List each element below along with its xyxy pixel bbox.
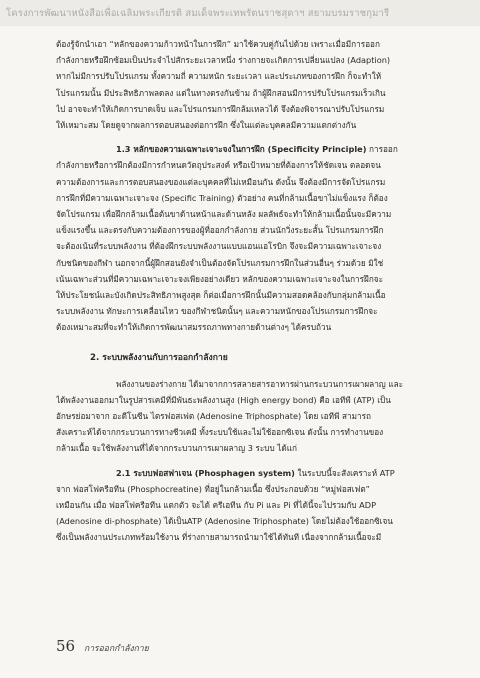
paragraph-progression: [56, 36, 432, 133]
text-line: อักษรย่อมาจาก อะดีโนซีน ไตรฟอสเฟต (Adenosine Triphosphate) โดย เอทีพี สามารถ: [56, 411, 371, 422]
text-line: จะต้องเน้นที่ระบบพลังงาน ที่ต้องฝึกระบบพลังงานแบบแอนแอโรบิก จึงจะมีความเฉพาะเจาะจง: [56, 241, 382, 252]
section-first-line: [56, 141, 432, 157]
text-line: กล้ามเนื้อ จะใช้พลังงานที่ได้จากกระบวนการเผาผลาญ 3 ระบบ ได้แก่: [56, 443, 297, 454]
section-heading: 2.1 ระบบฟอสฟาเจน (Phosphagen system): [116, 467, 295, 478]
heading-tail: ในระบบนี้จะสังเคราะห์ ATP: [294, 467, 395, 478]
heading-tail: การออก: [366, 144, 398, 155]
text-line: ต้องรู้จักนำเอา “หลักของความก้าวหน้าในการฝึก” มาใช้ควบคู่กันไปด้วย เพราะเมื่อมีการออก: [56, 39, 380, 49]
text-line: ได้พลังงานออกมาในรูปสารเคมีที่มีพันธะพลังงานสูง (High energy bond) คือ เอทีพี (ATP) เป็น: [56, 394, 391, 405]
page-footer: [56, 637, 356, 657]
text-line: ซึ่งเป็นพลังงานประเภทพร้อมใช้งาน ที่ร่างกายสามารถนำมาใช้ได้ทันที เนื่องจากกล้ามเนื้อจะมี: [56, 532, 382, 543]
text-line: ต้องเหมาะสมที่จะทำให้เกิดการพัฒนาสมรรถภาพทางกายด้านต่างๆ ได้ครบถ้วน: [56, 322, 332, 333]
text-line: กับชนิดของกีฬา นอกจากนี้ผู้ฝึกสอนยังจำเป็นต้องจัดโปรแกรมการฝึกในส่วนอื่นๆ ร่วมด้วย มิใช่: [56, 257, 384, 268]
text-line: พลังงานของร่างกาย ได้มาจากการสลายสารอาหารผ่านกระบวนการเผาผลาญ และ: [116, 378, 404, 389]
text-line: การฝึกที่มีความเฉพาะเจาะจง (Specific Training) ตัวอย่าง คนที่กล้ามเนื้อขาไม่แข็งแรง ก็ต้อง: [56, 192, 388, 203]
section-phosphagen: [56, 465, 432, 546]
series-title: โครงการพัฒนาหนังสือเพื่อเฉลิมพระเกียรติ สมเด็จพระเทพรัตนราชสุดาฯ สยามบรมราชกุมารี: [6, 8, 390, 19]
paragraph-energy-systems: [56, 376, 432, 457]
text-line: ไป อาจจะทำให้เกิดการบาดเจ็บ และโปรแกรมการฝึกล้มเหลวได้ จึงต้องพิจารณาปรับโปรแกรม: [56, 103, 385, 114]
section-heading: 1.3 หลักของความเฉพาะเจาะจงในการฝึก (Specificity Principle): [116, 144, 367, 155]
text-line: (Adenosine di-phosphate) ได้เป็นATP (Adenosine Triphosphate) โดยไม่ต้องใช้ออกซิเจน: [56, 516, 393, 527]
text-line: แข็งแรงขึ้น และตรงกับความต้องการของผู้ที่ออกกำลังกาย ส่วนนักวิ่งระยะสั้น โปรแกรมการฝึก: [56, 225, 384, 236]
page-number: 56: [56, 637, 76, 655]
book-title: การออกกำลังกาย: [84, 644, 149, 654]
running-header: [0, 0, 480, 26]
text-line: กำลังกายหรือการฝึกต้องมีการกำหนดวัตถุประสงค์ หรือเป้าหมายที่ต้องการให้ชัดเจน ตลอดจน: [56, 160, 381, 171]
text-line: ระบบพลังงาน ทักษะการเคลื่อนไหว ของกีฬาชนิดนั้นๆ และความหนักของโปรแกรมการฝึกจะ: [56, 306, 378, 317]
section-first-line: [56, 465, 432, 481]
section-specificity: [56, 141, 432, 335]
text-line: จัดโปรแกรม เพื่อฝึกกล้ามเนื้อต้นขาด้านหน้าและด้านหลัง ผลลัพธ์จะทำให้กล้ามเนื้อนั้นจะมีความ: [56, 209, 392, 220]
text-line: กำลังกายหรือฝึกซ้อมเป็นประจำไปสักระยะเวลาหนึ่ง ร่างกายจะเกิดการเปลี่ยนแปลง (Adaption): [56, 55, 391, 66]
section-heading-energy-systems: 2. ระบบพลังงานกับการออกกำลังกาย: [90, 352, 228, 363]
text-line: เน้นเฉพาะส่วนที่มีความเฉพาะเจาะจงเพียงอย่างเดียว หลักของความเฉพาะเจาะจงในการฝึกจะ: [56, 273, 383, 284]
text-line: สังเคราะห์ได้จากกระบวนการทางชีวเคมี ทั้งระบบใช้และไม่ใช้ออกซิเจน ดังนั้น การทำงานของ: [56, 427, 384, 438]
text-line: โปรแกรมนั้น มีประสิทธิภาพลดลง แต่ในทางตรงกันข้าม ถ้าผู้ฝึกสอนมีการปรับโปรแกรมเร็วเกิน: [56, 87, 386, 98]
text-line: เหมือนกัน เมื่อ ฟอสโฟครีอทีน แตกตัว จะได้ ครีเอทีน กับ Pi และ Pi ที่ได้นี้จะไปรวมกับ ADP: [56, 500, 377, 511]
text-line: ให้เหมาะสม โดยดูจากผลการตอบสนองต่อการฝึก ซึ่งในแต่ละบุคคลมีความแตกต่างกัน: [56, 120, 357, 131]
page-body: [56, 36, 432, 546]
text-line: ความต้องการและการตอบสนองของแต่ละบุคคลที่ไม่เหมือนกัน ดังนั้น จึงต้องมีการจัดโปรแกรม: [56, 176, 386, 187]
text-line: หากไม่มีการปรับโปรแกรม ทั้งความถี่ ความหนัก ระยะเวลา และประเภทของการฝึก ก็จะทำให้: [56, 71, 382, 82]
text-line: จาก ฟอสโฟครีอทีน (Phosphocreatine) ที่อยู่ในกล้ามเนื้อ ซึ่งประกอบด้วย “หมู่ฟอสเฟต”: [56, 483, 370, 494]
text-line: ให้ประโยชน์และบังเกิดประสิทธิภาพสูงสุด ก็ต่อเมื่อการฝึกนั้นมีความสอดคล้องกับกลุ่มกล้ามเนื้อ: [56, 290, 386, 301]
